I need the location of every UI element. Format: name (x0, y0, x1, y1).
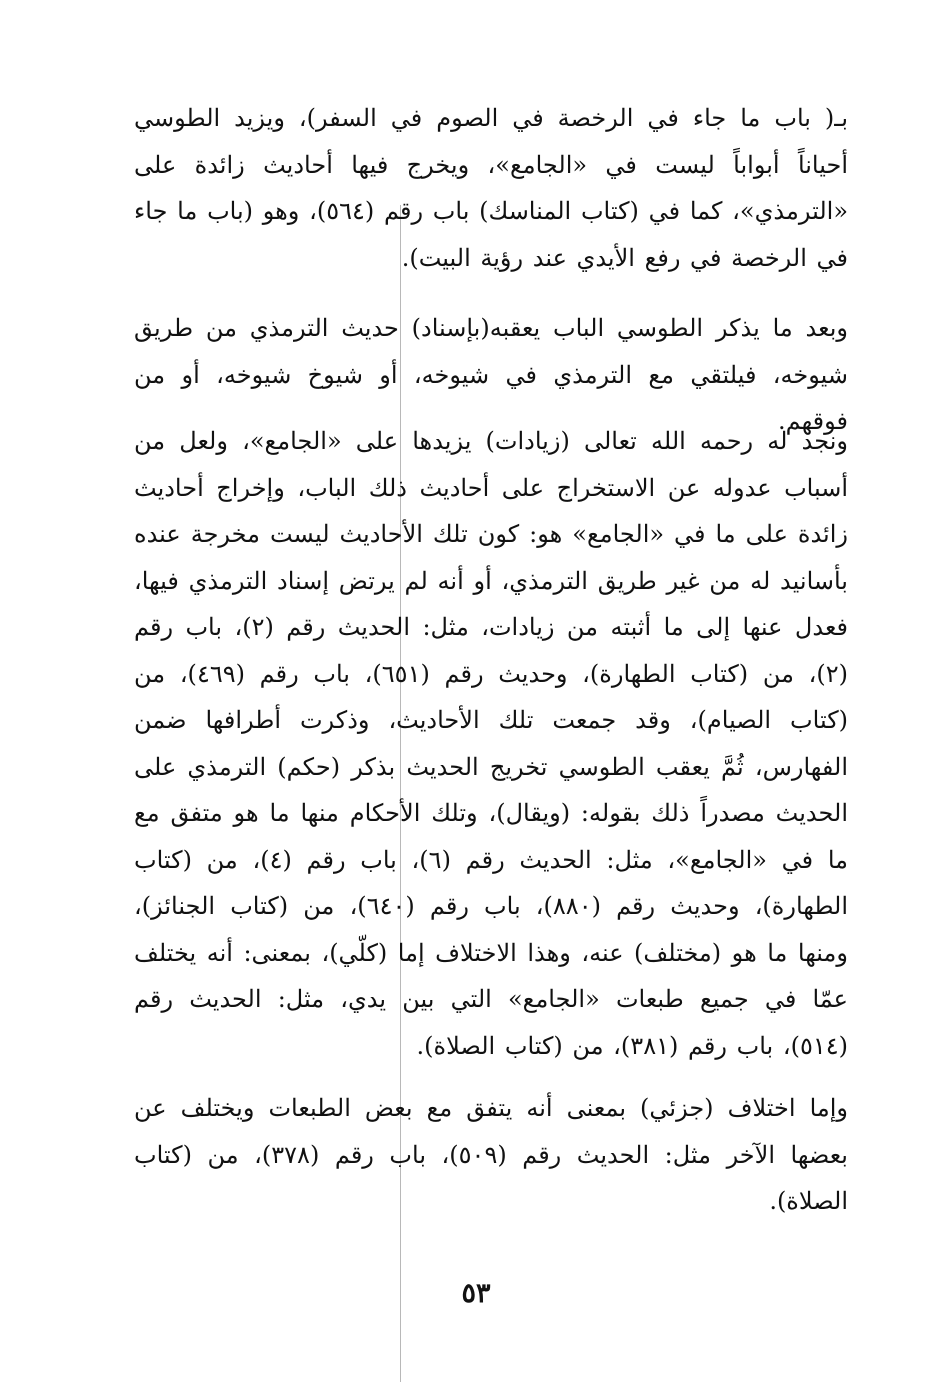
paragraph-1: بـ( باب ما جاء في الرخصة في الصوم في السفر)، ويزيد الطوسي أحياناً أبواباً ليست في «الجامع»، ويخرج فيها أحاديث زائدة على «الترمذي»، كما في (كتاب المناسك) باب رقم (٥٦٤)، وهو (باب ما جاء في الرخصة في رفع الأيدي عند رؤية البيت). (134, 104, 848, 272)
page-number: ٥٣ (461, 1278, 491, 1309)
paragraph-3: ونجد له رحمه الله تعالى (زيادات) يزيدها على «الجامع»، ولعل من أسباب عدوله عن الاستخراج على أحاديث ذلك الباب، وإخراج أحاديث زائدة على ما في «الجامع» هو: كون تلك الأحاديث ليست مخرجة عنده بأسانيد له من غير طريق الترمذي، أو أنه لم يرتض إسناد الترمذي فيها، فعدل عنها إلى ما أثبته من زيادات، مثل: الحديث رقم (٢)، باب رقم (٢)، من (كتاب الطهارة)، وحديث رقم (٦٥١)، باب رقم (٤٦٩)، من (كتاب الصيام)، وقد جمعت تلك الأحاديث، وذكرت أطرافها ضمن الفهارس، ثُمَّ يعقب الطوسي تخريج الحديث بذكر (حكم) الترمذي على الحديث مصدراً ذلك بقوله: (ويقال)، وتلك الأحكام منها ما هو متفق مع ما في «الجامع»، مثل: الحديث رقم (٦)، باب رقم (٤)، من (كتاب الطهارة)، وحديث رقم (٨٨٠)، باب رقم (٦٤٠)، من (كتاب الجنائز)، ومنها ما هو (مختلف) عنه، وهذا الاختلاف إما (كلّي)، بمعنى: أنه يختلف عمّا في جميع طبعات «الجامع» التي بين يدي، مثل: الحديث رقم (٥١٤)، باب رقم (٣٨١)، من (كتاب الصلاة). (134, 427, 849, 1060)
paragraph-2: وبعد ما يذكر الطوسي الباب يعقبه(بإسناد) حديث الترمذي من طريق شيوخه، فيلتقي مع الترمذي في شيوخه، أو شيوخ شيوخه، أو من فوقهم. (134, 314, 848, 435)
paragraph-4: وإما اختلاف (جزئي) بمعنى أنه يتفق مع بعض الطبعات ويختلف عن بعضها الآخر مثل: الحديث رقم (٥٠٩)، باب رقم (٣٧٨)، من (كتاب الصلاة). (134, 1094, 848, 1215)
